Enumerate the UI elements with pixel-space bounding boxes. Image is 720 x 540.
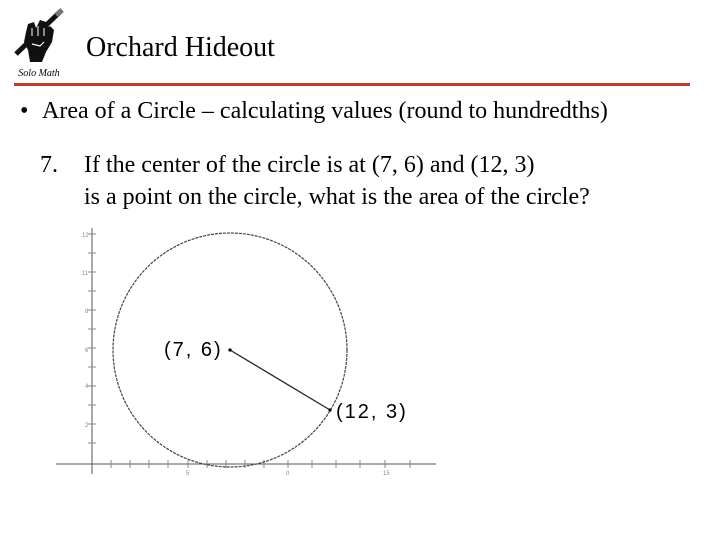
y-tick-label: 4 xyxy=(85,384,89,390)
tick-labels xyxy=(82,233,390,477)
slide-title: Orchard Hideout xyxy=(86,32,275,63)
bullet-text: Area of a Circle – calculating values (round to hundredths) xyxy=(42,98,608,124)
center-point xyxy=(228,348,231,351)
radius-segment xyxy=(230,350,330,410)
y-tick-label: 12 xyxy=(82,233,89,239)
title-divider xyxy=(14,83,690,86)
circle-graph xyxy=(0,224,440,480)
question-line-1: If the center of the circle is at (7, 6) and (12, 3) xyxy=(84,152,535,178)
fist-pencil-icon xyxy=(16,10,62,62)
bullet-item xyxy=(20,96,716,126)
y-tick-label: 8 xyxy=(85,309,89,315)
logo-text: Solo Math xyxy=(18,68,60,79)
y-tick-label: 2 xyxy=(85,423,89,429)
y-tick-label: 6 xyxy=(85,348,89,354)
question-number: 7. xyxy=(40,152,58,178)
circle-point xyxy=(328,408,331,411)
center-label: (7, 6) xyxy=(164,339,223,361)
x-tick-label: 15 xyxy=(383,471,390,477)
point-label: (12, 3) xyxy=(336,401,408,423)
bullet-icon: • xyxy=(20,98,29,124)
x-tick-label: 0 xyxy=(286,471,290,477)
y-tick-label: 11 xyxy=(82,271,89,277)
x-tick-label: 5 xyxy=(186,471,190,477)
solo-math-logo xyxy=(6,6,72,80)
question-line-2: is a point on the circle, what is the area of the circle? xyxy=(84,184,590,210)
